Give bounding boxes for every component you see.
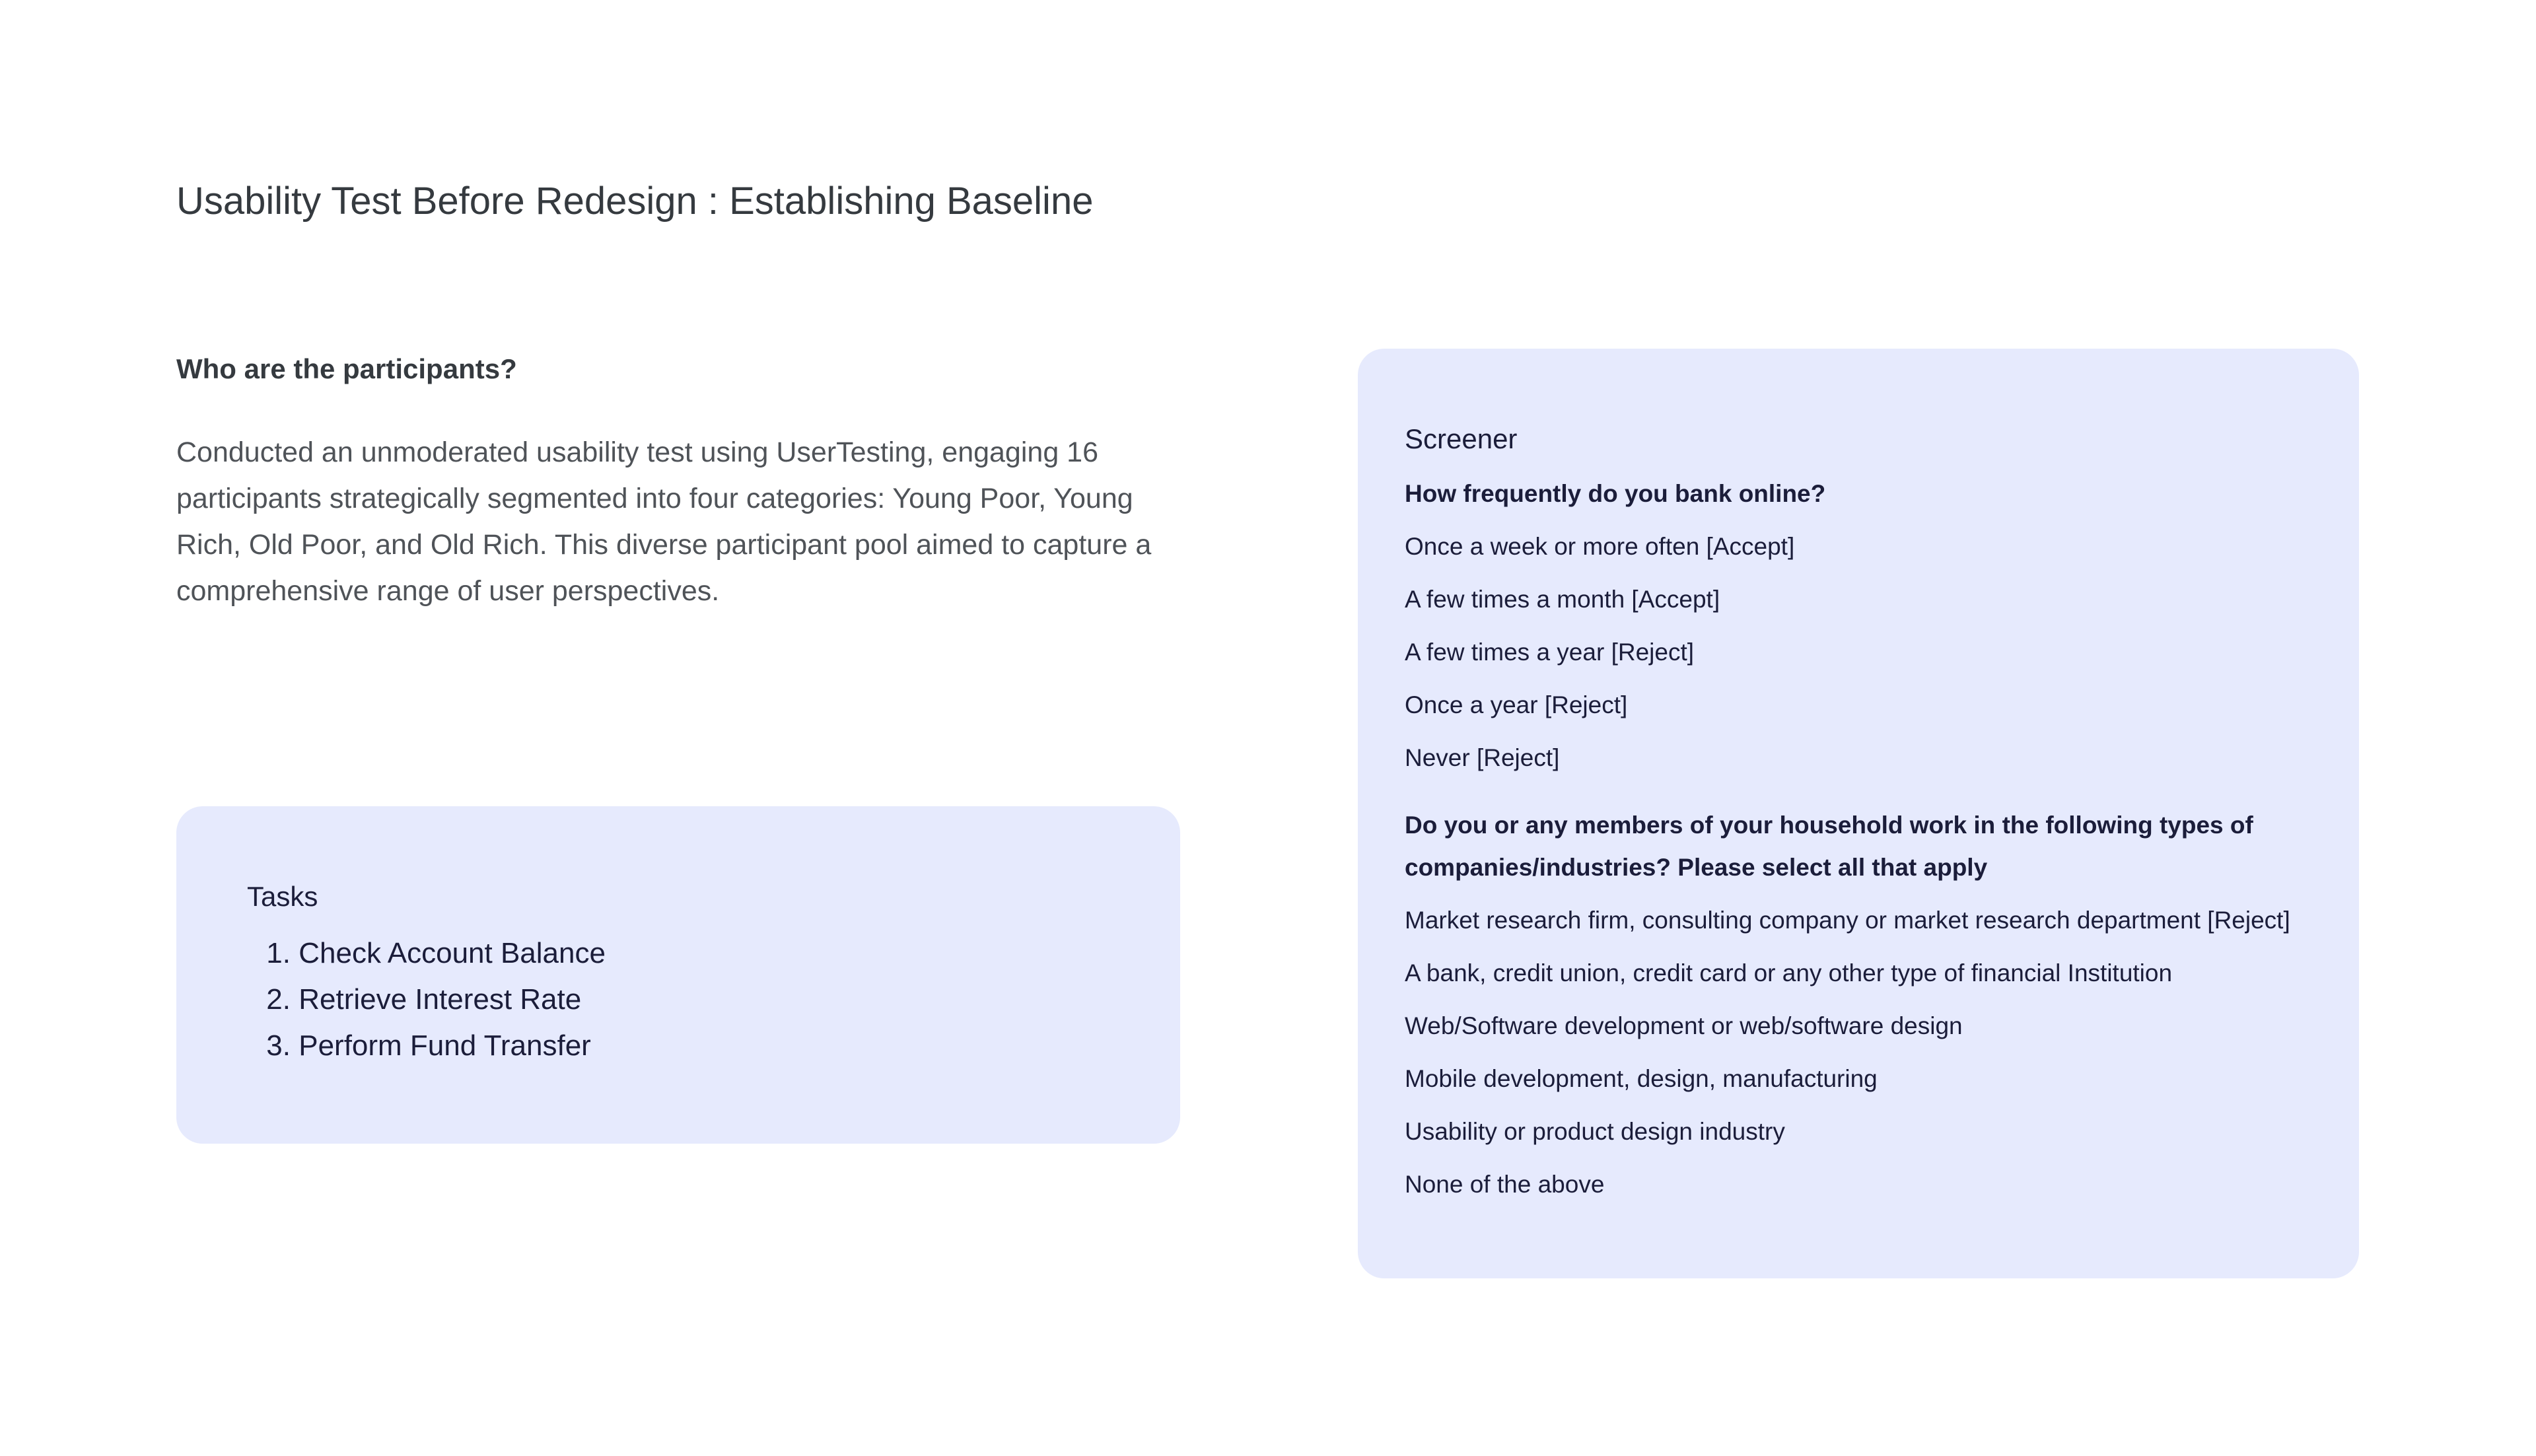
screener-question: How frequently do you bank online?	[1405, 480, 1826, 508]
task-list	[247, 930, 1114, 1069]
task-item	[247, 1023, 1114, 1069]
screener-option: Never [Reject]	[1405, 744, 1560, 772]
screener-option: Usability or product design industry	[1405, 1118, 1785, 1146]
screener-option: A bank, credit union, credit card or any other type of financial Institution	[1405, 959, 2173, 987]
screener-options	[1405, 894, 2319, 1211]
task-number: 2.	[266, 983, 291, 1016]
page-title: Usability Test Before Redesign : Establishing Baseline	[176, 180, 1094, 223]
screener-option: Mobile development, design, manufacturing	[1405, 1065, 1878, 1093]
task-item	[247, 977, 1114, 1023]
task-label: Perform Fund Transfer	[299, 1029, 591, 1062]
screener-option: A few times a year [Reject]	[1405, 639, 1695, 666]
task-number: 3.	[266, 1029, 291, 1062]
screener-option: None of the above	[1405, 1171, 1605, 1198]
screener-title: Screener	[1405, 423, 1518, 454]
tasks-card	[176, 806, 1180, 1144]
participants-description: Conducted an unmoderated usability test using UserTesting, engaging 16 participants strategically segmented into four categories: Young Poor, Young Rich, Old Poor, and Old Rich. This diverse participant pool aimed to capture a comprehensive range of user perspectives.	[176, 436, 1152, 607]
task-item	[247, 930, 1114, 977]
screener-card	[1358, 349, 2359, 1278]
screener-option: Once a week or more often [Accept]	[1405, 533, 1795, 561]
task-label: Retrieve Interest Rate	[299, 983, 582, 1016]
task-label: Check Account Balance	[299, 937, 606, 970]
screener-option: Once a year [Reject]	[1405, 691, 1628, 719]
participants-heading: Who are the participants?	[176, 353, 517, 384]
screener-option: Market research firm, consulting company or market research department [Reject]	[1405, 907, 2290, 934]
screener-option: A few times a month [Accept]	[1405, 586, 1720, 613]
screener-question: Do you or any members of your household work in the following types of companies/industries? Please select all that apply	[1405, 812, 2253, 882]
screener-options	[1405, 520, 2319, 784]
screener-option: Web/Software development or web/software design	[1405, 1012, 1963, 1040]
task-number: 1.	[266, 937, 291, 970]
tasks-title: Tasks	[247, 881, 318, 912]
